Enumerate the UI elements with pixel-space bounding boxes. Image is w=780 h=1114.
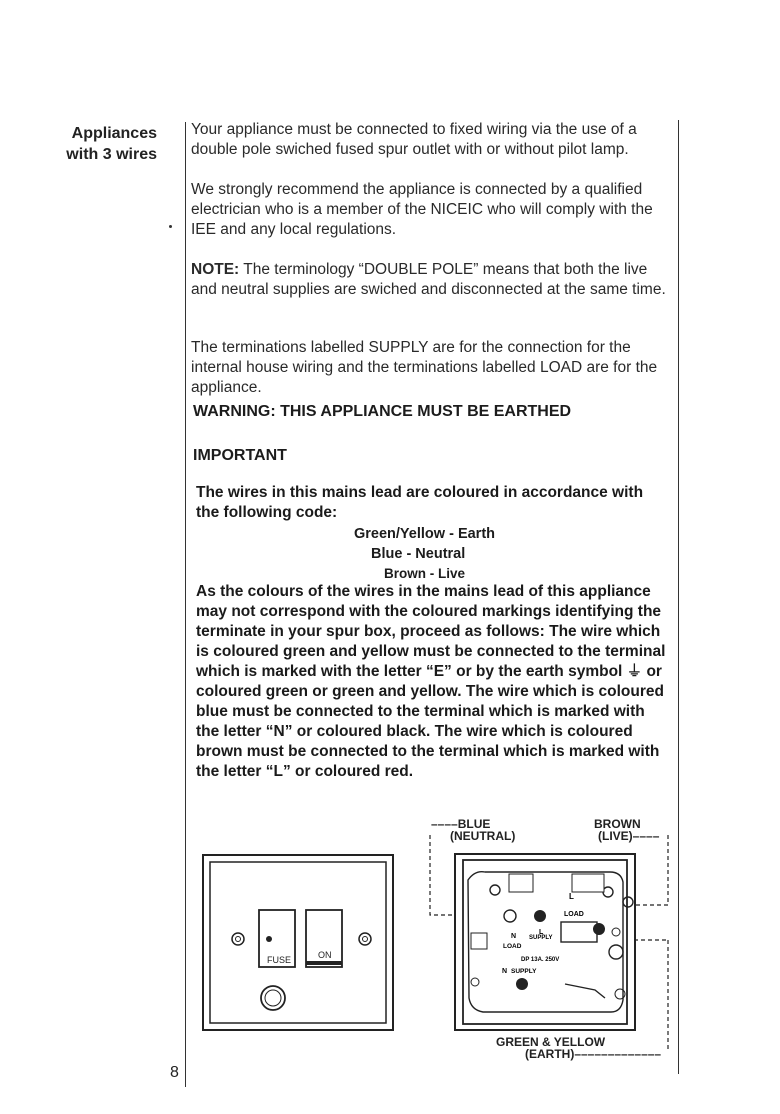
supply-label-mid: SUPPLY (529, 935, 553, 941)
right-rule (678, 120, 679, 1074)
colour-codes (354, 524, 495, 584)
fuse-label: FUSE (267, 955, 292, 965)
label-earth-line: (EARTH)––––––––––––– (525, 1047, 662, 1061)
paragraph-note (191, 260, 671, 300)
warning-heading: WARNING: THIS APPLIANCE MUST BE EARTHED (193, 403, 572, 420)
load-label-top: LOAD (564, 911, 584, 918)
label-green-yellow: GREEN & YELLOW (496, 1035, 606, 1049)
on-label: ON (318, 950, 332, 960)
paragraph-fixed-wiring: Your appliance must be connected to fixed wiring via the use of a double pole swiched fused spur outlet with or without pilot lamp. (191, 121, 637, 158)
terminal-l-mid: L (539, 929, 544, 936)
code-earth: Green/Yellow - Earth (354, 526, 496, 542)
code-live: Brown - Live (384, 566, 466, 581)
section-title-line2: with 3 wires (66, 146, 157, 163)
spur-rear-diagram (425, 830, 675, 1065)
section-title-line1: Appliances (71, 125, 157, 142)
label-earth: (EARTH) (525, 1047, 575, 1061)
label-brown: BROWN (594, 817, 641, 831)
supply-label-bottom: SUPPLY (511, 968, 537, 975)
terminal-n-bottom: N (502, 968, 508, 975)
label-live-line: (LIVE)–––– (598, 829, 660, 843)
pilot-lamp-icon (266, 936, 272, 942)
left-rule (185, 122, 186, 1087)
terminal-l-top: L (569, 892, 574, 901)
note-label: NOTE: (191, 261, 240, 278)
rating-label: DP 13A. 250V (521, 957, 560, 963)
page-number: 8 (170, 1064, 179, 1081)
important-heading: IMPORTANT (193, 447, 287, 464)
label-blue-line: ––––BLUE (431, 817, 491, 831)
code-neutral: Blue - Neutral (371, 546, 466, 562)
live-terminal-icon (593, 923, 605, 935)
section-title (30, 123, 157, 165)
paragraph-electrician: We strongly recommend the appliance is connected by a qualified electrician who is a member of the NICEIC who will comply with the IEE and any local regulations. (191, 181, 653, 238)
wires-intro: The wires in this mains lead are coloured in accordance with the following code: (196, 484, 644, 521)
wiring-instructions: As the colours of the wires in the mains lead of this appliance may not correspond with the coloured markings identifying the terminate in your spur box, proceed as follows: The wire which is coloured green and yellow must be connected to the terminal which is marked with the letter “E” or by the earth symbol ⏚ or coloured green or green and yellow. The wire which is coloured blue must be connected to the terminal which is marked with the letter “N” or coloured black. The wire which is coloured brown must be connected to the terminal which is marked with the letter “L” or coloured red. (196, 583, 666, 780)
terminal-n-supply: N (511, 933, 517, 940)
spur-front-diagram (200, 852, 396, 1034)
note-text: The terminology “DOUBLE POLE” means that both the live and neutral supplies are swiched and disconnected at the same time. (191, 261, 666, 298)
label-neutral: (NEUTRAL) (450, 829, 516, 843)
paragraph-terminations: The terminations labelled SUPPLY are for the connection for the internal house wiring and the terminations labelled LOAD are for the appliance. (191, 339, 658, 396)
label-live: (LIVE) (598, 829, 633, 843)
load-label-n: LOAD (503, 943, 522, 950)
label-blue: BLUE (457, 817, 491, 831)
margin-dot (169, 225, 172, 228)
